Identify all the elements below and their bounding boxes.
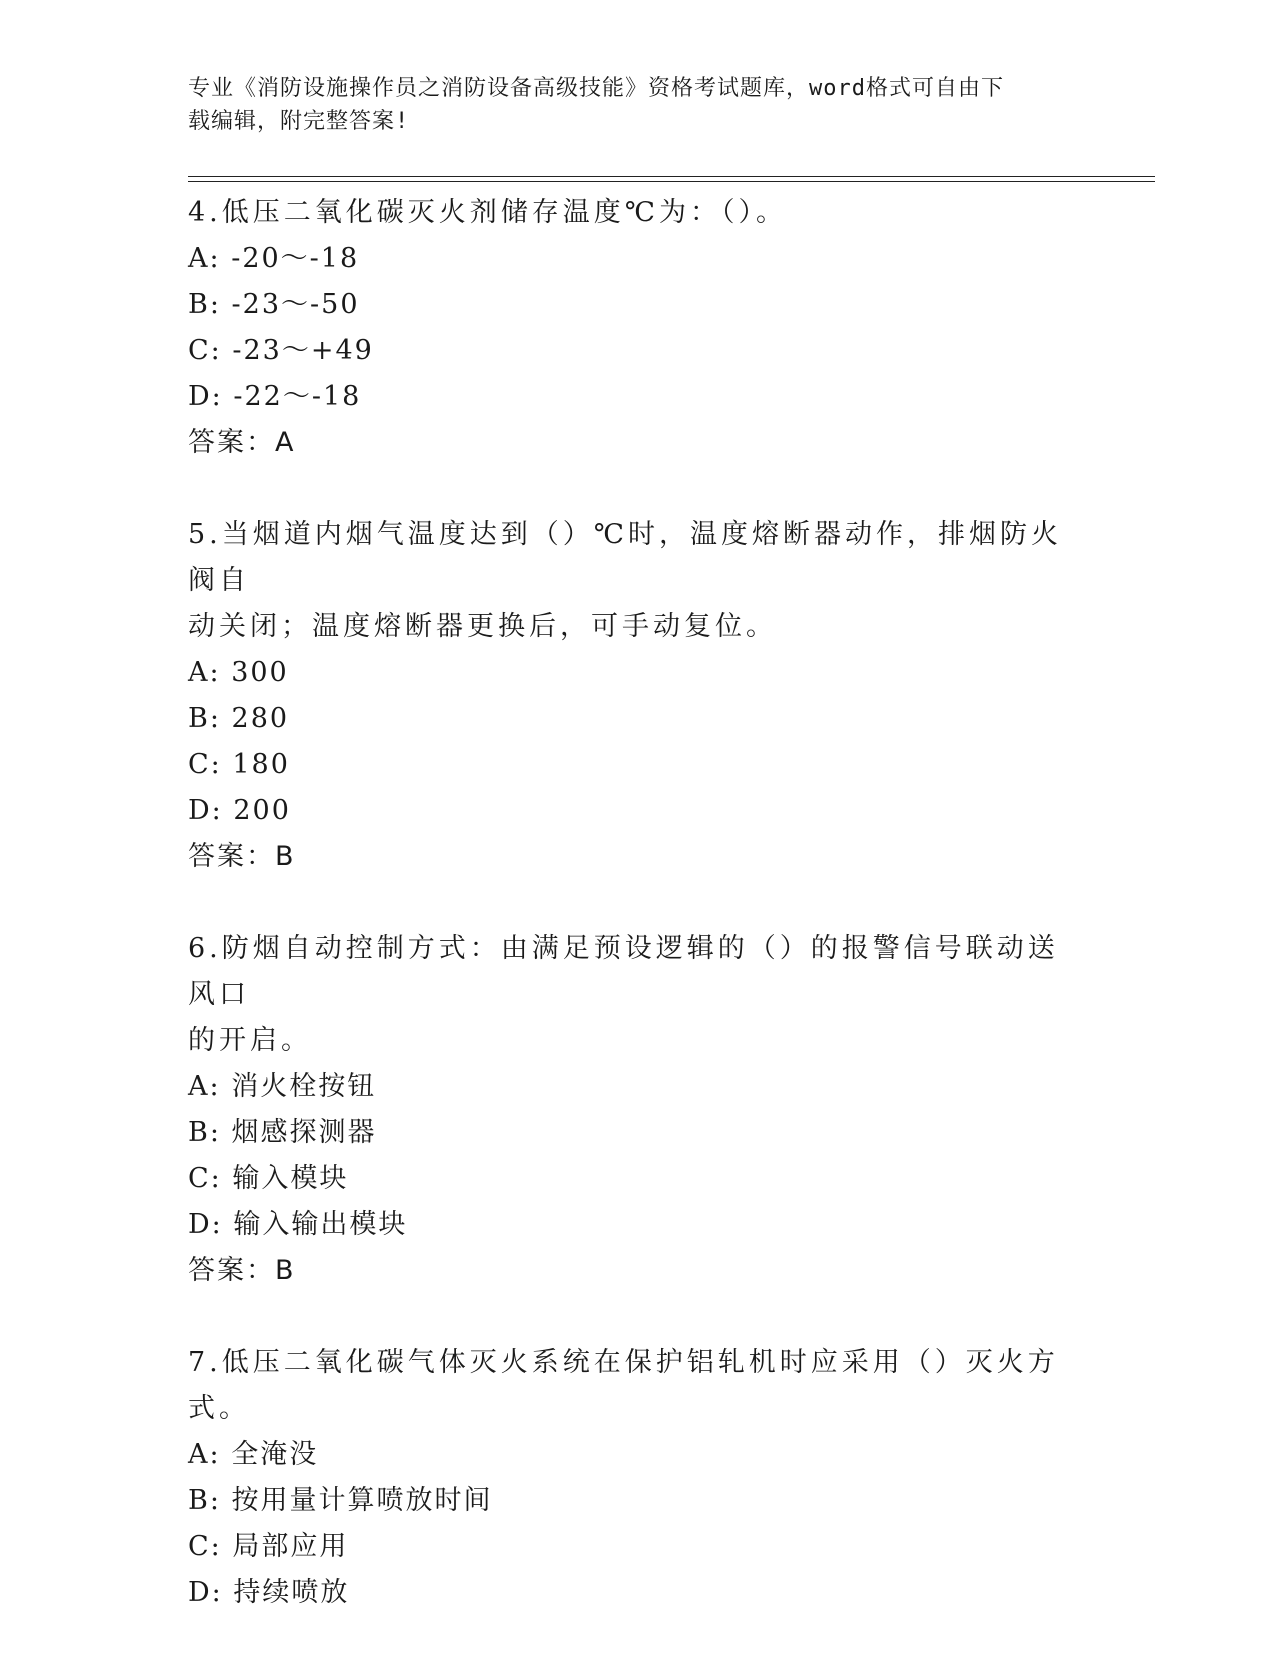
- option-key: A:: [188, 1439, 221, 1470]
- option-text: 300: [231, 657, 289, 688]
- question-7: [188, 1340, 1088, 1616]
- question-6: [188, 926, 1088, 1294]
- option-key: D:: [188, 795, 223, 826]
- option-d: [188, 1202, 1088, 1248]
- option-c: [188, 1524, 1088, 1570]
- option-key: B:: [188, 1117, 221, 1148]
- question-list: [188, 190, 1088, 1662]
- option-key: C:: [188, 749, 222, 780]
- option-c: [188, 742, 1088, 788]
- header-line-1: 专业《消防设施操作员之消防设备高级技能》资格考试题库，word格式可自由下: [188, 76, 1004, 101]
- question-stem-continued: 的开启。: [188, 1025, 312, 1056]
- option-text: 按用量计算喷放时间: [231, 1485, 493, 1516]
- answer-line: 答案：A: [188, 427, 296, 458]
- option-text: -20～-18: [231, 243, 360, 274]
- option-key: A:: [188, 657, 221, 688]
- option-d: [188, 1570, 1088, 1616]
- option-key: D:: [188, 1209, 223, 1240]
- option-a: [188, 650, 1088, 696]
- option-key: C:: [188, 1163, 222, 1194]
- option-d: [188, 788, 1088, 834]
- option-a: [188, 1432, 1088, 1478]
- option-text: 180: [232, 749, 290, 780]
- question-4: [188, 190, 1088, 466]
- option-text: -22～-18: [233, 381, 362, 412]
- option-a: [188, 1064, 1088, 1110]
- option-key: B:: [188, 1485, 221, 1516]
- option-text: 全淹没: [231, 1439, 319, 1470]
- option-c: [188, 1156, 1088, 1202]
- document-header: [188, 72, 1068, 138]
- option-text: 消火栓按钮: [231, 1071, 377, 1102]
- option-b: [188, 1110, 1088, 1156]
- question-stem: 5.当烟道内烟气温度达到（）℃时，温度熔断器动作，排烟防火阀自: [188, 519, 1062, 596]
- answer-line: 答案：B: [188, 841, 296, 872]
- header-divider-top: [188, 176, 1155, 177]
- option-key: C:: [188, 1531, 222, 1562]
- header-line-2: 载编辑，附完整答案!: [188, 109, 410, 134]
- answer-line: 答案：B: [188, 1255, 296, 1286]
- option-key: A:: [188, 1071, 221, 1102]
- option-text: -23～-50: [231, 289, 360, 320]
- option-text: 280: [231, 703, 290, 734]
- option-b: [188, 696, 1088, 742]
- option-a: [188, 236, 1088, 282]
- option-c: [188, 328, 1088, 374]
- option-text: 持续喷放: [233, 1577, 350, 1608]
- option-text: 烟感探测器: [231, 1117, 377, 1148]
- option-text: 局部应用: [232, 1531, 349, 1562]
- option-key: A:: [188, 243, 221, 274]
- option-key: D:: [188, 1577, 223, 1608]
- option-text: -23～+49: [232, 335, 374, 366]
- option-text: 输入输出模块: [233, 1209, 408, 1240]
- option-d: [188, 374, 1088, 420]
- option-text: 200: [233, 795, 291, 826]
- question-stem: 4.低压二氧化碳灭火剂储存温度℃为：（）。: [188, 197, 787, 228]
- option-b: [188, 1478, 1088, 1524]
- option-key: B:: [188, 703, 221, 734]
- header-divider-bottom: [188, 181, 1155, 182]
- option-key: C:: [188, 335, 222, 366]
- option-text: 输入模块: [232, 1163, 349, 1194]
- option-key: D:: [188, 381, 223, 412]
- option-key: B:: [188, 289, 221, 320]
- question-stem: 7.低压二氧化碳气体灭火系统在保护铝轧机时应采用（）灭火方式。: [188, 1347, 1059, 1424]
- option-b: [188, 282, 1088, 328]
- question-stem-continued: 动关闭；温度熔断器更换后，可手动复位。: [188, 611, 777, 642]
- question-stem: 6.防烟自动控制方式：由满足预设逻辑的（）的报警信号联动送风口: [188, 933, 1059, 1010]
- question-5: [188, 512, 1088, 880]
